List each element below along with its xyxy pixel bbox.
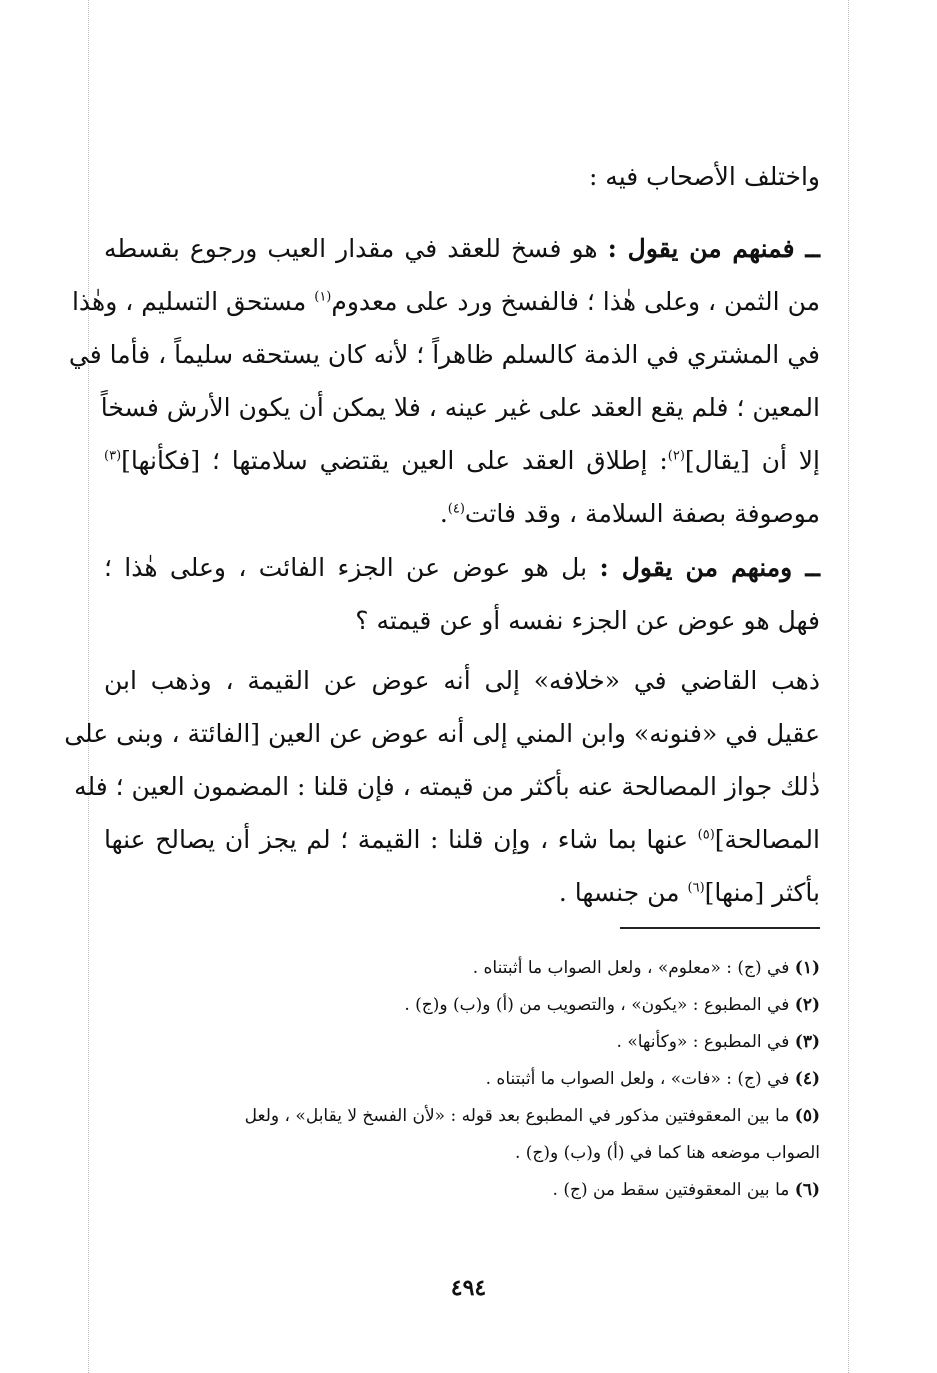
para1-line-1: ــ فمنهم من يقول : هو فسخ للعقد في مقدار العيب ورجوع بقسطه [104, 234, 821, 263]
para1-lead: ــ فمنهم من يقول : [607, 234, 821, 263]
footnote-ref-4: (٤) [447, 501, 465, 517]
footnote-3: (٣) في المطبوع : «وكأنها» . [616, 1032, 820, 1052]
footnote-2: (٢) في المطبوع : «يكون» ، والتصويب من (أ) و(ب) و(ج) . [404, 995, 820, 1015]
footnote-4: (٤) في (ج) : «فات» ، ولعل الصواب ما أثبتناه . [485, 1069, 820, 1089]
para1-line-4: المعين ؛ فلم يقع العقد على غير عينه ، فلا يمكن أن يكون الأرش فسخاً [100, 393, 820, 422]
paragraph-1 [68, 222, 821, 540]
footnote-ref-2: (٢) [667, 448, 685, 464]
para1-line-2: من الثمن ، وعلى هٰذا ؛ فالفسخ ورد على معدوم$^{(١)}$ مستحق التسليم ، وهٰذا [71, 287, 820, 316]
para1-line-5: إلا أن [يقال]$^{(٢)}$: إطلاق العقد على العين يقتضي سلامتها ؛ [فكأنها]$^{(٣)}$ [104, 446, 821, 475]
footnote-ref-1: (١) [314, 289, 332, 305]
para3-line-2: عقيل في «فنونه» وابن المني إلى أنه عوض عن العين [الفائتة ، وبنى على [64, 719, 820, 748]
footnote-divider [620, 927, 820, 929]
footnote-ref-5: (٥) [697, 827, 715, 843]
footnote-ref-3: (٣) [104, 448, 122, 464]
para3-line-1: ذهب القاضي في «خلافه» إلى أنه عوض عن القيمة ، وذهب ابن [104, 666, 820, 695]
paragraph-3 [64, 654, 820, 919]
para2-line-1: ــ ومنهم من يقول : بل هو عوض عن الجزء الفائت ، وعلى هٰذا ؛ [104, 553, 821, 582]
para2-line-2: فهل هو عوض عن الجزء نفسه أو عن قيمته ؟ [355, 606, 820, 635]
footnote-ref-6: (٦) [687, 880, 705, 896]
paragraph-2 [104, 541, 820, 647]
margin-guide-left [88, 0, 89, 1373]
para3-line-4: المصالحة]$^{(٥)}$ عنها بما شاء ، وإن قلنا : القيمة ؛ لم يجز أن يصالح عنها [104, 825, 820, 854]
footnote-5: (٥) ما بين المعقوفتين مذكور في المطبوع بعد قوله : «لأن الفسخ لا يقابل» ، ولعل [244, 1106, 820, 1126]
margin-guide-right [848, 0, 849, 1373]
para1-line-3: في المشتري في الذمة كالسلم ظاهراً ؛ لأنه كان يستحقه سليماً ، فأما في [68, 340, 820, 369]
intro-line: واختلف الأصحاب فيه : [588, 162, 820, 191]
footnotes [104, 950, 820, 1209]
para1-line-6: موصوفة بصفة السلامة ، وقد فاتت$^{(٤)}$. [439, 499, 820, 528]
page-number: ٤٩٤ [450, 1275, 487, 1301]
footnote-6: (٦) ما بين المعقوفتين سقط من (ج) . [552, 1180, 820, 1200]
footnote-5-continued: الصواب موضعه هنا كما في (أ) و(ب) و(ج) . [514, 1143, 820, 1163]
footnote-1: (١) في (ج) : «معلوم» ، ولعل الصواب ما أثبتناه . [472, 958, 820, 978]
para3-line-3: ذٰلك جواز المصالحة عنه بأكثر من قيمته ، فإن قلنا : المضمون العين ؛ فله [74, 772, 820, 801]
para3-line-5: بأكثر [منها]$^{(٦)}$ من جنسها . [558, 878, 820, 907]
para2-lead: ــ ومنهم من يقول : [599, 553, 821, 582]
